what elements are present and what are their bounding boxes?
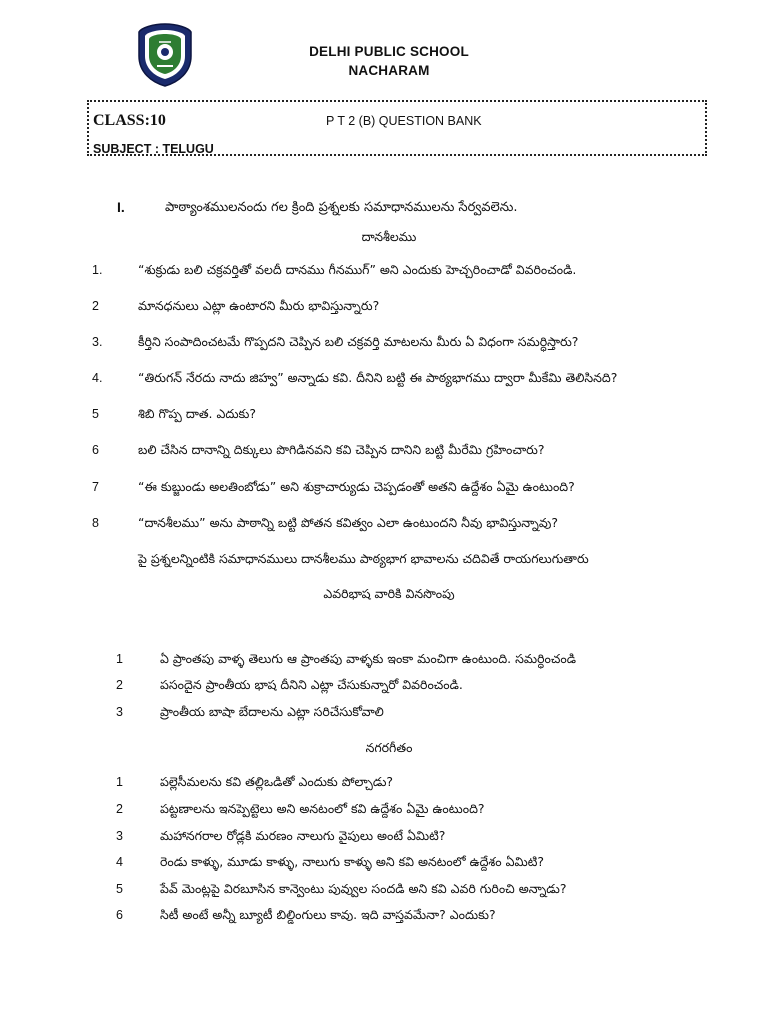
question-number: 8	[92, 516, 99, 530]
question-text: సిటీ అంటే అన్నీ బ్యూటీ బిల్డింగులు కావు. ఇది వాస్తవమేనా? ఎందుకు?	[160, 907, 496, 922]
question-text: “ఈ కుబ్జుండు అలతింబోడు” అని శుక్రాచార్యుడు చెప్పడంతో అతని ఉద్దేశం ఏమై ఉంటుంది?	[138, 479, 575, 494]
question-text: “తిరుగన్ నేరదు నాదు జిహ్వ” అన్నాడు కవి. దీనిని బట్టి ఈ పాఠ్యభాగము ద్వారా మీకేమి తెలిసినది?	[138, 370, 618, 385]
question-text: ప్రాంతీయ బాషా బేదాలను ఎట్లా సరిచేసుకోవాలి	[160, 704, 384, 719]
question-text: పేవ్ మెంట్లపై విరబూసిన కాన్వెంటు పువ్వుల సందడి అని కవి ఎవరి గురించి అన్నాడు?	[160, 881, 567, 896]
lesson-title: నగరగీతం	[365, 740, 413, 755]
class-label: CLASS:10	[93, 112, 166, 129]
question-number: 2	[116, 678, 123, 692]
question-text: పల్లెసీమలను కవి తల్లిఒడితో ఎందుకు పోల్చాడు?	[160, 774, 394, 789]
question-number: 1.	[92, 263, 103, 277]
school-name: DELHI PUBLIC SCHOOL	[309, 44, 469, 59]
question-number: 3	[116, 829, 123, 843]
question-number: 4.	[92, 371, 103, 385]
question-number: 2	[116, 802, 123, 816]
question-number: 1	[116, 652, 123, 666]
question-text: “శుక్రుడు బలి చక్రవర్తితో వలదీ దానము గీనముగ్” అని ఎందుకు హెచ్చరించాడో వివరించండి.	[138, 262, 577, 277]
question-bank-title: P T 2 (B) QUESTION BANK	[326, 114, 482, 128]
question-text: కీర్తిని సంపాదించటమే గొప్పదని చెప్పిన బలి చక్రవర్తి మాటలను మీరు ఏ విధంగా సమర్ధిస్తారు?	[138, 334, 579, 349]
school-location: NACHARAM	[348, 63, 430, 78]
question-text: రెండు కాళ్ళు, మూడు కాళ్ళు, నాలుగు కాళ్ళు అని కవి అనటంలో ఉద్దేశం ఏమిటి?	[160, 854, 544, 869]
question-text: “దానశీలము” అను పాఠాన్ని బట్టి పోతన కవిత్వం ఎలా ఉంటుందని నీవు భావిస్తున్నావు?	[138, 515, 558, 530]
question-number: 3	[116, 705, 123, 719]
question-number: 3.	[92, 335, 103, 349]
question-text: మహానగరాల రోడ్లకి మరణం నాలుగు వైపులు అంటే ఏమిటి?	[160, 828, 446, 843]
answer-note: పై ప్రశ్నలన్నింటికి సమాధానములు దానశీలము పాఠ్యభాగ భావాలను చదివితే రాయగలుగుతారు	[138, 551, 589, 566]
question-number: 7	[92, 480, 99, 494]
question-number: 5	[116, 882, 123, 896]
question-text: మానధనులు ఎట్లా ఉంటారని మీరు భావిస్తున్నారు?	[138, 298, 380, 313]
question-number: 4	[116, 855, 123, 869]
question-number: 1	[116, 775, 123, 789]
question-number: 6	[116, 908, 123, 922]
subject-label: SUBJECT : TELUGU	[93, 142, 214, 156]
question-number: 5	[92, 407, 99, 421]
question-number: 6	[92, 443, 99, 457]
question-text: పట్టణాలను ఇనప్పెట్టెలు అని అనటంలో కవి ఉద్దేశం ఏమై ఉంటుంది?	[160, 801, 485, 816]
question-text: శిబి గొప్ప దాత. ఎదుకు?	[138, 406, 257, 421]
lesson-title: ఎవరిభాష వారికి వినసొంపు	[323, 586, 455, 601]
question-text: బలి చేసిన దానాన్ని దిక్కులు పొగిడినవని కవి చెప్పిన దానిని బట్టి మీరేమి గ్రహించారు?	[138, 442, 545, 457]
question-number: 2	[92, 299, 99, 313]
section-number: I.	[117, 199, 125, 215]
question-text: ఏ ప్రాంతపు వాళ్ళ తెలుగు ఆ ప్రాంతపు వాళ్ళకు ఇంకా మంచిగా ఉంటుంది. సమర్ధించండి	[160, 651, 576, 666]
section-instruction: పాఠ్యాంశములనందు గల క్రింది ప్రశ్నలకు సమాధానములను సేర్వవలెను.	[165, 200, 518, 215]
question-text: పసందైన ప్రాంతీయ భాష దీనిని ఎట్లా చేసుకున్నారో వివరించండి.	[160, 677, 463, 692]
lesson-title: దానశీలము	[361, 229, 417, 244]
